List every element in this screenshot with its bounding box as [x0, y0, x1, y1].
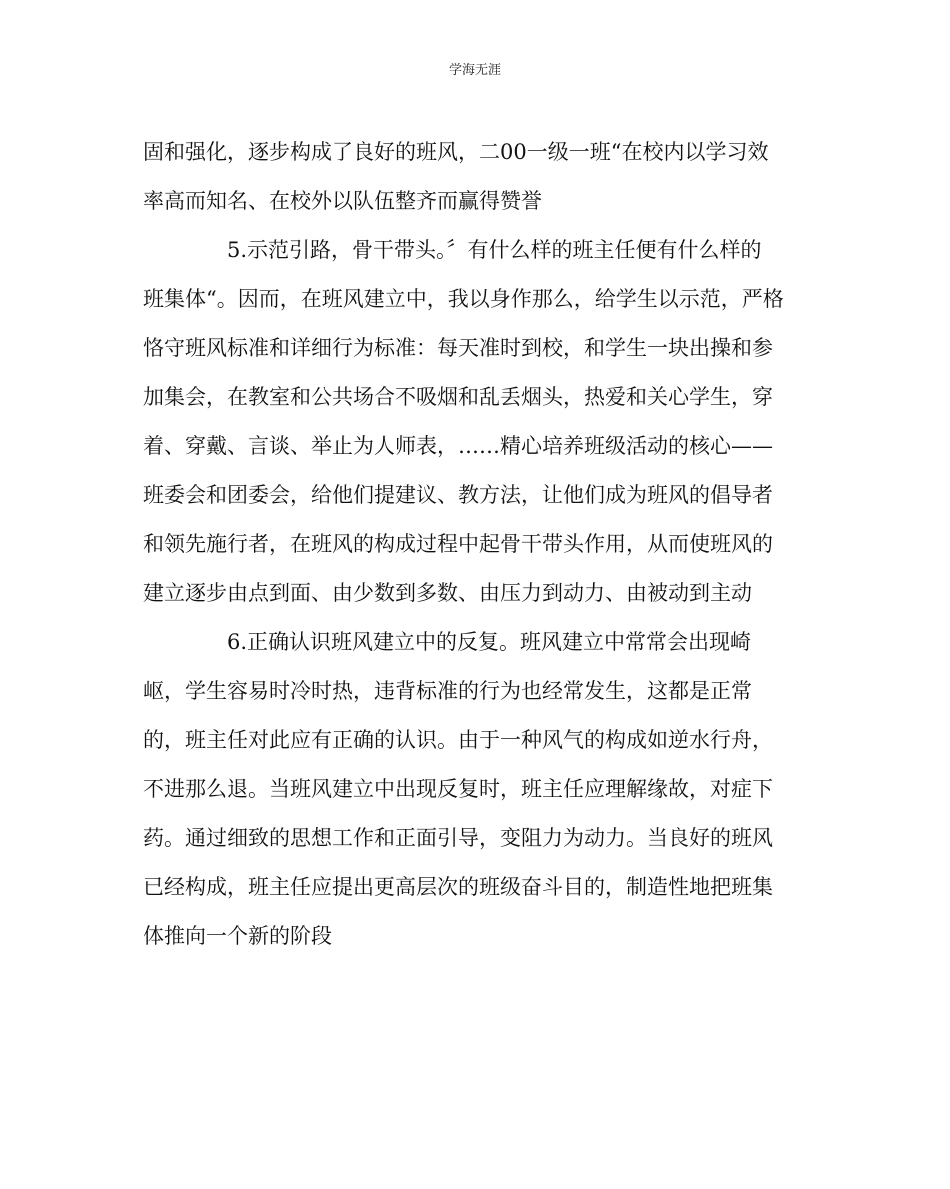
paragraph-line: 加集会，在教室和公共场合不吸烟和乱丢烟头，热爱和关心学生，穿 [143, 385, 773, 409]
paragraph-line: 已经构成，班主任应提出更高层次的班级奋斗目的，制造性地把班集 [143, 875, 773, 899]
page-header: 学海无涯 [448, 63, 501, 78]
paragraph-line: 5.示范引路，骨干带头。〞有什么样的班主任便有什么样的 [227, 238, 762, 262]
paragraph-line: 班委会和团委会，给他们提建议、教方法，让他们成为班风的倡导者 [143, 483, 773, 507]
paragraph-line: 率高而知名、在校外以队伍整齐而赢得赞誉 [143, 189, 542, 213]
paragraph-line: 着、穿戴、言谈、举止为人师表，……精心培养班级活动的核心—— [143, 434, 773, 458]
document-body [143, 128, 808, 961]
paragraph-line: 恪守班风标准和详细行为标准：每天准时到校，和学生一块出操和参 [143, 336, 773, 360]
paragraph-line: 6.正确认识班风建立中的反复。班风建立中常常会出现崎 [227, 630, 752, 654]
paragraph-line: 建立逐步由点到面、由少数到多数、由压力到动力、由被动到主动 [143, 581, 752, 605]
paragraph-line: 和领先施行者，在班风的构成过程中起骨干带头作用，从而使班风的 [143, 532, 773, 556]
paragraph-line: 岖，学生容易时冷时热，违背标准的行为也经常发生，这都是正常 [143, 679, 752, 703]
paragraph-line: 体推向一个新的阶段 [143, 924, 332, 948]
paragraph-line: 固和强化，逐步构成了良好的班风，二00一级一班“在校内以学习效 [143, 140, 769, 164]
paragraph-line: 药。通过细致的思想工作和正面引导，变阻力为动力。当良好的班风 [143, 826, 773, 850]
paragraph-line: 的，班主任对此应有正确的认识。由于一种风气的构成如逆水行舟， [143, 728, 773, 752]
paragraph-line: 不进那么退。当班风建立中出现反复时，班主任应理解缘故，对症下 [143, 777, 773, 801]
paragraph-line: 班集体“。因而，在班风建立中，我以身作那么，给学生以示范，严格 [143, 287, 784, 311]
